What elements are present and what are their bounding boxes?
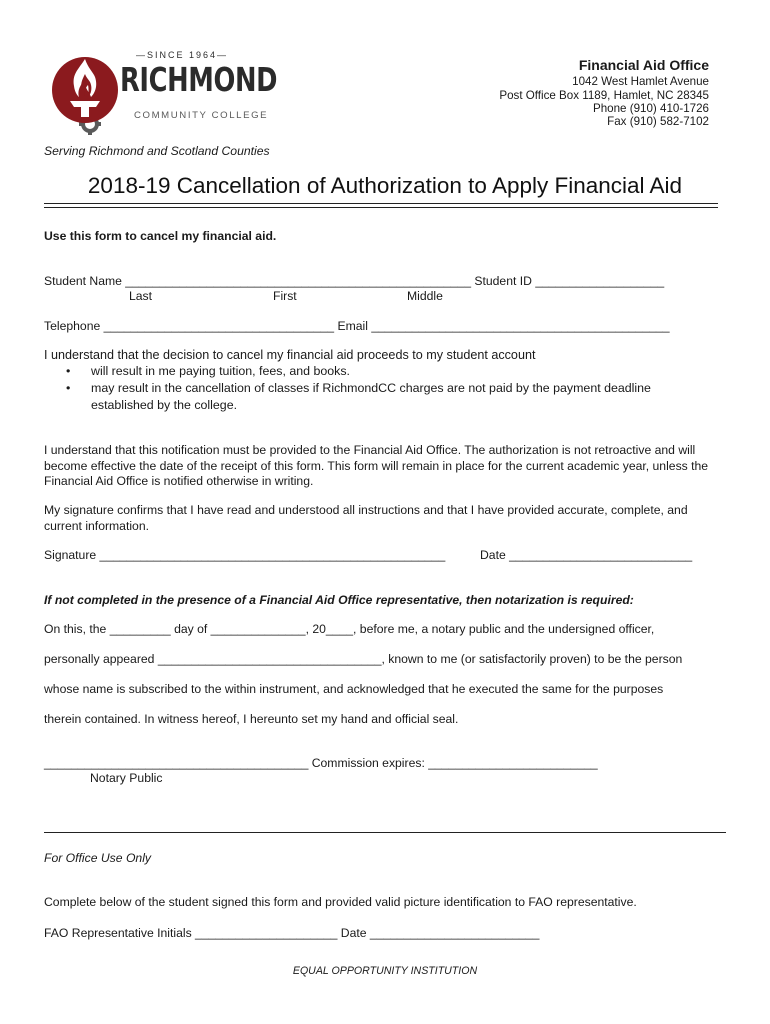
signature-field[interactable]: Signature ___________________________________________________	[44, 548, 446, 562]
name-sublabel-last: Last	[129, 289, 153, 303]
bullet-icon: •	[66, 381, 71, 395]
college-logo	[48, 44, 278, 138]
bullet-text-2b: established by the college.	[91, 398, 238, 412]
notary-line-4: therein contained. In witness hereof, I hereunto set my hand and official seal.	[44, 712, 459, 726]
office-address-line2: Post Office Box 1189, Hamlet, NC 28345	[499, 89, 709, 102]
office-phone: Phone (910) 410-1726	[592, 102, 709, 115]
bullet-icon: •	[66, 364, 71, 378]
title-divider	[44, 203, 718, 208]
notary-line-3: whose name is subscribed to the within instrument, and acknowledged that he executed the same for the purposes	[44, 682, 664, 696]
office-address-line1: 1042 West Hamlet Avenue	[572, 75, 709, 88]
college-tagline: Serving Richmond and Scotland Counties	[44, 144, 270, 158]
list-item	[66, 363, 686, 380]
notary-line-2[interactable]: personally appeared _________________________________, known to me (or satisfactorily proven) to be the person	[44, 652, 683, 666]
name-sublabel-middle: Middle	[407, 289, 443, 303]
office-fax: Fax (910) 582-7102	[607, 115, 709, 128]
student-name-id-field[interactable]: Student Name ___________________________________________________ Student ID ___________________	[44, 274, 665, 288]
telephone-email-field[interactable]: Telephone __________________________________ Email ____________________________________________	[44, 319, 670, 333]
understand-intro: I understand that the decision to cancel my financial aid proceeds to my student account	[44, 348, 536, 362]
notary-public-label: Notary Public	[90, 771, 163, 785]
logo-since: —SINCE 1964—	[136, 50, 229, 60]
list-item	[66, 380, 686, 397]
equal-opportunity-note: EQUAL OPPORTUNITY INSTITUTION	[292, 965, 478, 977]
notary-line-1[interactable]: On this, the _________ day of ______________, 20____, before me, a notary public and the undersigned officer,	[44, 622, 655, 636]
name-sublabel-first: First	[273, 289, 297, 303]
form-title: 2018-19 Cancellation of Authorization to Apply Financial Aid	[87, 173, 683, 198]
bullet-text-2a: may result in the cancellation of classes if RichmondCC charges are not paid by the payment deadline	[91, 381, 651, 395]
confirm-paragraph: My signature confirms that I have read and understood all instructions and that I have provided accurate, complete, and current information.	[44, 503, 688, 533]
bullet-text-1: will result in me paying tuition, fees, and books.	[91, 364, 350, 378]
notary-signature-commission-field[interactable]: _______________________________________ Commission expires: _________________________	[44, 756, 598, 770]
notification-paragraph: I understand that this notification must be provided to the Financial Aid Office. The authorization is not retroactive and will become effective the date of the receipt of this form. This form will remain in place for the current academic year, unless the Financial Aid Office is notified otherwise in writing.	[44, 443, 709, 488]
logo-name: RICHMOND	[120, 60, 278, 99]
consequences-list	[66, 363, 686, 414]
list-item	[66, 397, 686, 414]
office-use-statement: Complete below of the student signed this form and provided valid picture identification to FAO representative.	[44, 895, 637, 909]
date-field[interactable]: Date ___________________________	[480, 548, 693, 562]
logo-subtitle: COMMUNITY COLLEGE	[134, 110, 269, 121]
notary-heading: If not completed in the presence of a Financial Aid Office representative, then notarization is required:	[44, 593, 634, 607]
form-instruction: Use this form to cancel my financial aid.	[44, 229, 277, 243]
office-title: Financial Aid Office	[578, 57, 709, 73]
fao-initials-date-field[interactable]: FAO Representative Initials _____________________ Date _________________________	[44, 926, 540, 940]
office-use-heading: For Office Use Only	[44, 851, 152, 865]
office-use-divider	[44, 832, 726, 833]
